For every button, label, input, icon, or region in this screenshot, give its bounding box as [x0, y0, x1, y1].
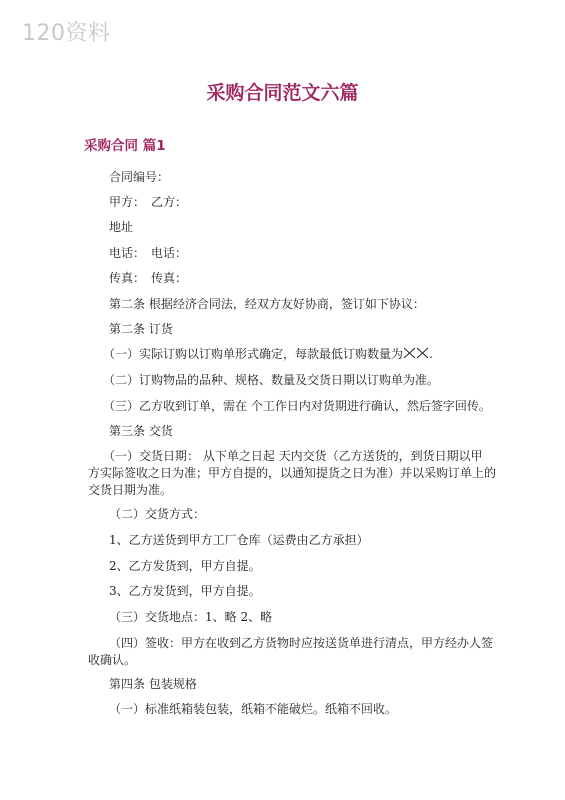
document-title: 采购合同范文六篇 — [206, 82, 359, 104]
article3-title: 第三条 交货 — [109, 424, 173, 438]
article2-intro: 第二条 根据经济合同法，经双方友好协商，签订如下协议： — [109, 297, 425, 311]
delivery-date-line-3: 交货日期为准。 — [88, 483, 173, 497]
article2-title: 第二条 订货 — [109, 322, 173, 336]
delivery-method-line: （二）交货方式： — [109, 507, 206, 521]
delivery-date-line-1: （一）交货日期： 从下单之日起 天内交货（乙方送货的，到货日期以甲 — [103, 449, 483, 463]
signoff-line-2: 收确认。 — [88, 653, 137, 667]
delivery-method-3: 3、乙方发货到，甲方自提。 — [109, 584, 261, 598]
phone-line: 电话： 电话： — [109, 246, 188, 260]
packing-line-1: （一）标准纸箱装包装，纸箱不能破烂。纸箱不回收。 — [109, 702, 398, 716]
delivery-method-2: 2、乙方发货到，甲方自提。 — [109, 559, 261, 573]
delivery-place-line: （三）交货地点：1、略 2、略 — [109, 610, 273, 624]
order-quantity-text: （一）实际订购以订购单形式确定，每款最低订购数量为 — [103, 347, 404, 361]
article4-title: 第四条 包装规格 — [109, 677, 197, 691]
delivery-date-line-2: 方实际签收之日为准；甲方自提的，以通知提货之日为准）并以采购订单上的 — [88, 466, 497, 480]
delivery-method-1: 1、乙方送货到甲方工厂仓库（运费由乙方承担） — [109, 533, 369, 547]
signoff-line-1: （四）签收：甲方在收到乙方货物时应按送货单进行清点，甲方经办人签 — [109, 636, 494, 650]
fax-line: 传真： 传真： — [109, 271, 188, 285]
watermark-logo: 120资料 — [22, 21, 111, 46]
order-spec-line: （二）订购物品的品种、规格、数量及交货日期以订购单为准。 — [103, 373, 440, 387]
party-line: 甲方： 乙方： — [109, 195, 188, 209]
placeholder-x-marks-icon — [403, 347, 429, 359]
order-confirm-line: （三）乙方收到订单，需在 个工作日内对货期进行确认，然后签字回传。 — [103, 399, 491, 413]
order-quantity-line — [103, 344, 433, 365]
section-heading: 采购合同 篇1 — [84, 138, 166, 154]
contract-number-line: 合同编号： — [109, 170, 170, 184]
order-quantity-suffix: . — [429, 347, 433, 361]
address-line: 地址 — [109, 220, 134, 234]
